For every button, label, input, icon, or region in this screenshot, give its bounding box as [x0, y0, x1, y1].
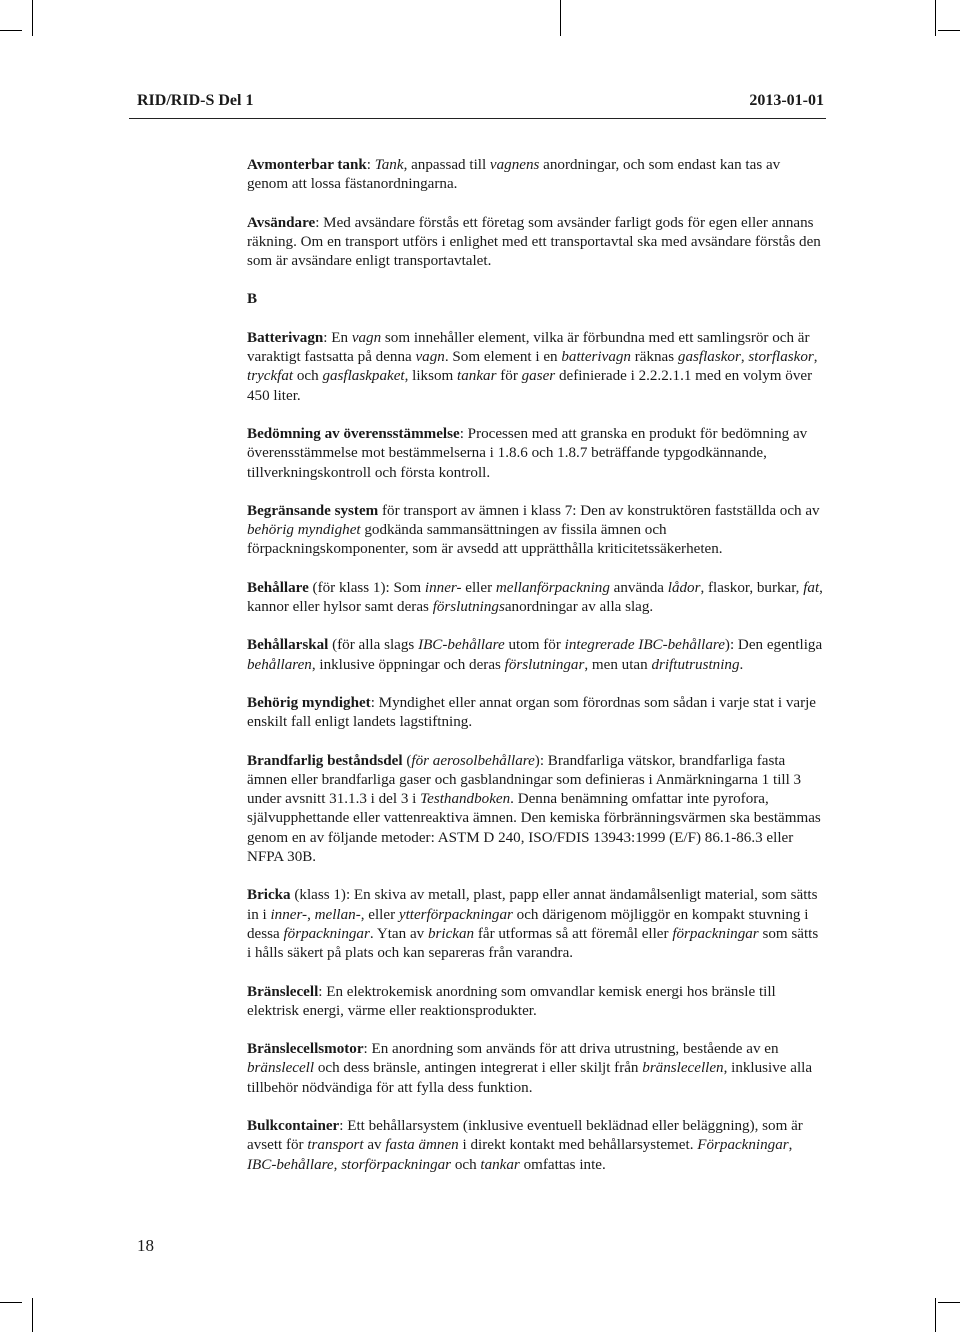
cross-reference: IBC-behållare [247, 1156, 334, 1173]
definition-text: för [496, 368, 522, 385]
cross-reference: inner- [424, 579, 462, 596]
definition-behallare [247, 579, 825, 618]
cross-reference: storförpackningar [341, 1156, 452, 1173]
crop-mark [938, 1302, 960, 1303]
definition-text: : Med avsändare förstås ett företag som avsänder farligt gods för egen eller annans räkning. Om en transport utförs i enlighet med ett transportavtal ska med avsändare förstås den som är avsändare enligt transportavtalet. [247, 214, 821, 270]
cross-reference: bränslecellen [642, 1060, 724, 1077]
cross-reference: transport [307, 1137, 364, 1154]
definition-text: godkända sammansättningen av fissila ämnen och förpackningskomponenter, som är avsedd att upprätthålla kriticitetssäkerheten. [247, 522, 723, 558]
definition-behorig-myndighet [247, 694, 825, 733]
term: Brandfarlig beståndsdel [247, 752, 403, 769]
term: Behållare [247, 579, 309, 596]
cross-reference: vagnens [489, 157, 540, 173]
cross-reference: ytterförpackningar [398, 906, 513, 923]
definition-text: : En elektrokemisk anordning som omvandlar kemisk energi hos bränsle till elektrisk energi, värme eller reaktionsprodukter. [247, 983, 776, 1019]
definition-text: får utformas så att föremål eller [474, 925, 673, 942]
cross-reference: vagn [351, 329, 382, 346]
definition-text: . Som element i en [444, 349, 562, 366]
definition-text: som sätts i hålls säkert på plats och kan separeras från varandra. [247, 925, 819, 962]
cross-reference: driftutrustning [651, 656, 740, 673]
definition-text: , [307, 906, 315, 923]
definition-branslecell [247, 983, 825, 1022]
definition-bulkcontainer [247, 1117, 825, 1175]
cross-reference: bränslecell [247, 1060, 315, 1077]
crop-mark [0, 30, 22, 31]
definition-text: definierade i 2.2.2.1.1 med en volym över 450 liter. [247, 368, 813, 404]
crop-mark [935, 0, 936, 36]
definition-text: räknas [630, 349, 678, 366]
cross-reference: fasta ämnen [385, 1137, 459, 1154]
definition-avmonterbar-tank [247, 156, 825, 195]
definition-text: : [366, 157, 375, 173]
definition-text: i direkt kontakt med behållarsystemet. [458, 1137, 698, 1154]
cross-reference: mellanförpackning [495, 579, 610, 596]
definition-text: ): Brandfarliga vätskor, brandfarliga fasta ämnen eller brandfarliga gaser och gasblandningar som definieras i Anmärkningarna 1 till 3 under avsnitt 31.1.3 i del 3 i [247, 752, 802, 808]
definition-text: : En [323, 329, 352, 346]
cross-reference: behörig myndighet [247, 522, 361, 539]
cross-reference: tankar [457, 368, 497, 385]
definition-text: , [813, 349, 818, 366]
cross-reference: förpackningar [283, 925, 370, 942]
term: Bricka [247, 887, 291, 904]
term: Avmonterbar tank [247, 157, 367, 173]
definition-text: anordningar, och som endast kan tas av genom att lossa fästanordningarna. [247, 157, 781, 193]
crop-mark [938, 30, 960, 31]
definition-text: och [293, 368, 323, 385]
definition-text: anordningar av alla slag. [504, 599, 654, 616]
definition-text: (för klass 1): Som [308, 579, 425, 596]
cross-reference: mellan- [314, 906, 361, 923]
definition-text: (för alla slags [328, 637, 419, 654]
cross-reference: IBC-behållare [418, 637, 505, 654]
definition-text: , inklusive öppningar och deras [311, 656, 505, 673]
crop-mark [0, 1302, 22, 1303]
definition-behallarskal [247, 636, 825, 675]
definition-text: för transport av ämnen i klass 7: Den av konstruktören fastställda och av [378, 502, 820, 519]
term: Bedömning av överensstämmelse [247, 425, 460, 442]
cross-reference: integrerade IBC-behållare [564, 637, 725, 654]
definition-begransande-system [247, 502, 825, 560]
definition-text: : En anordning som används för att driva utrustning, bestående av en [363, 1041, 779, 1058]
definition-text: , inklusive alla tillbehör nödvändiga för att fylla dess funktion. [247, 1060, 813, 1096]
definition-text: , [333, 1156, 342, 1173]
term: Bränslecellsmotor [247, 1041, 364, 1058]
term: Behörig myndighet [247, 694, 371, 711]
cross-reference: Testhandboken [420, 791, 511, 808]
cross-reference: behållaren [247, 656, 312, 673]
definition-text: ( [402, 752, 412, 769]
definition-text: , [788, 1137, 793, 1154]
crop-mark [32, 1298, 33, 1332]
term: Avsändare [247, 214, 316, 231]
definition-batterivagn [247, 329, 825, 406]
running-header [137, 92, 824, 110]
cross-reference: förslutnings [432, 599, 505, 616]
term: Bulkcontainer [247, 1117, 340, 1134]
header-document-title: RID/RID-S Del 1 [137, 92, 254, 109]
cross-reference: förpackningar [672, 925, 759, 942]
definition-bricka [247, 886, 825, 963]
term: Bränslecell [247, 983, 319, 1000]
cross-reference: vagn [415, 349, 445, 366]
cross-reference: gaser [521, 368, 556, 385]
cross-reference: inner- [270, 906, 308, 923]
definition-text: . Ytan av [369, 925, 428, 942]
definition-text: (klass 1): En skiva av metall, plast, papp eller annat ändamålsenligt material, som sätts in i [247, 887, 818, 923]
definition-text: . [739, 656, 744, 673]
term: Begränsande system [247, 502, 379, 519]
definition-bedomning [247, 425, 825, 483]
cross-reference: fat [803, 579, 820, 596]
cross-reference: gasflaskpaket [322, 368, 405, 385]
definition-text: : Ett behållarsystem (inklusive eventuell beklädnad eller beläggning), som är avsett för [247, 1117, 803, 1154]
definition-text: , kannor eller hylsor samt deras [247, 579, 823, 616]
cross-reference: för aerosolbehållare [411, 752, 535, 769]
definition-text: . Denna benämning omfattar inte pyrofora, självupphettande eller vattenreaktiva ämnen. Den kemiska förbränningsvärmen ska bestämmas genom en av följande metoder: ASTM D 240, ISO/FDIS 13943:1999 (E/F) 86.1-86.3 eller NFPA 30B. [247, 791, 821, 866]
definition-text: och [451, 1156, 481, 1173]
definition-branslecellsmotor [247, 1040, 825, 1098]
definition-text: använda [609, 579, 668, 596]
definition-text: utom för [504, 637, 565, 654]
cross-reference: Tank [374, 157, 404, 173]
definition-text: , liksom [404, 368, 458, 385]
definition-text: eller [461, 579, 496, 596]
definition-text: , eller [360, 906, 399, 923]
definition-avsandare [247, 214, 825, 272]
definition-text: , men utan [584, 656, 652, 673]
cross-reference: förslutningar [504, 656, 585, 673]
cross-reference: tryckfat [247, 368, 294, 385]
definition-text: och dess bränsle, antingen integrerat i eller skiljt från [314, 1060, 643, 1077]
definition-text: : Myndighet eller annat organ som förordnas som sådan i varje stat i varje enskilt fall enligt landets lagstiftning. [247, 694, 816, 731]
definition-text: av [363, 1137, 386, 1154]
term: Batterivagn [247, 329, 324, 346]
crop-mark [32, 0, 33, 36]
header-date: 2013-01-01 [749, 92, 824, 109]
definition-brandfarlig-bestandsdel [247, 752, 825, 868]
cross-reference: batterivagn [561, 349, 631, 366]
page-number: 18 [137, 1236, 154, 1255]
crop-mark [935, 1298, 936, 1332]
definition-text: och därigenom möjliggör en kompakt stuvning i dessa [247, 906, 809, 942]
definition-text: som innehåller element, vilka är förbundna med ett samlingsrör och är varaktigt fastsatta på denna [247, 329, 810, 366]
cross-reference: gasflaskor [677, 349, 741, 366]
cross-reference: storflaskor [748, 349, 814, 366]
definition-text: , anpassad till [403, 157, 490, 173]
definition-text: , flaskor, burkar, [700, 579, 804, 596]
definition-text: omfattas inte. [519, 1156, 606, 1173]
cross-reference: lådor [667, 579, 701, 596]
cross-reference: Förpackningar [697, 1137, 789, 1154]
definitions-body [247, 156, 825, 1194]
cross-reference: tankar [480, 1156, 520, 1173]
crop-mark [560, 0, 561, 36]
term: Behållarskal [247, 637, 329, 654]
definition-text: , [740, 349, 749, 366]
definition-text: : Processen med att granska en produkt för bedömning av överensstämmelse mot bestämmelserna i 1.8.6 och 1.8.7 beträffande typgodkännande, tillverkningskontroll och första kontroll. [247, 425, 808, 481]
section-letter: B [247, 291, 258, 308]
header-rule [129, 118, 826, 119]
cross-reference: brickan [427, 925, 475, 942]
definition-text: ): Den egentliga [724, 637, 823, 654]
